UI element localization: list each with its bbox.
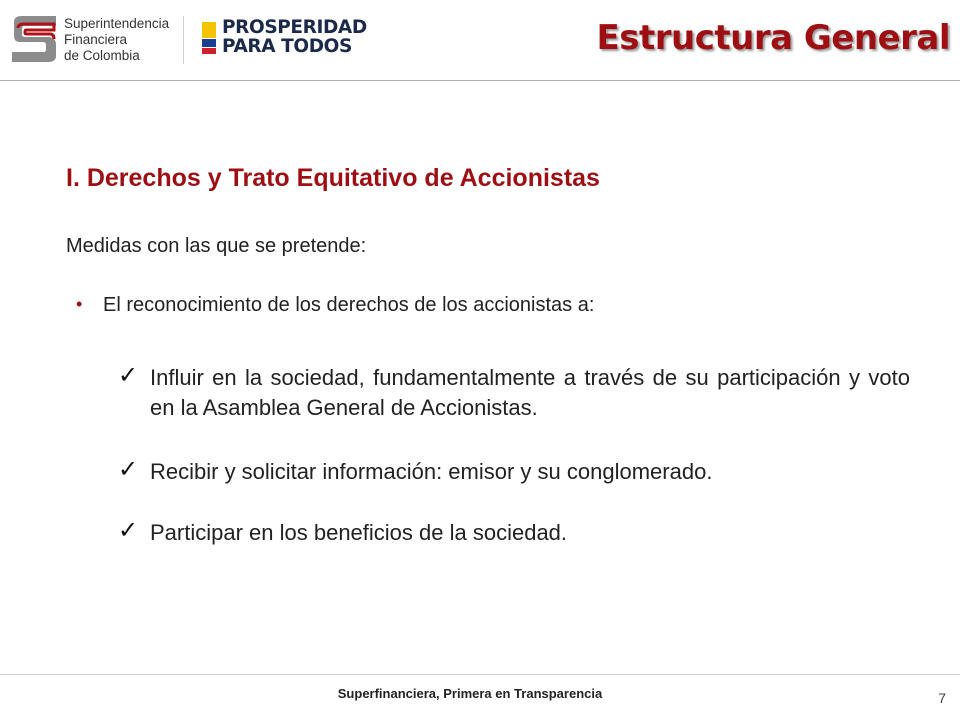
check-list-item (118, 457, 910, 487)
superintendencia-wordmark (64, 16, 169, 64)
check-list-item (118, 518, 910, 548)
check-list-item (118, 363, 910, 423)
footer-tagline: Superfinanciera, Primera en Transparencia (337, 686, 603, 701)
sfc-logo-line: Superintendencia (64, 16, 170, 31)
prosperidad-logo (200, 17, 367, 60)
checkmark-icon: ✓ (118, 517, 139, 544)
superintendencia-logo (8, 12, 178, 66)
slide-header (0, 0, 960, 80)
intro-text: Medidas con las que se pretende: (66, 235, 367, 257)
prosperidad-wordmark (222, 18, 367, 56)
section-heading: I. Derechos y Trato Equitativo de Accionistas (66, 164, 600, 192)
slide-title: Estructura General (596, 18, 950, 58)
bullet-dot-icon: • (76, 294, 83, 314)
footer-divider (0, 674, 960, 675)
check-item-text: Participar en los beneficios de la sociedad. (150, 520, 568, 545)
header-divider (0, 80, 960, 81)
check-item-text: Recibir y solicitar información: emisor y su conglomerado. (150, 459, 713, 484)
sfc-logo-line: Financiera (64, 32, 128, 47)
colombia-flag-icon (200, 20, 218, 56)
page-number: 7 (938, 690, 946, 706)
pp-logo-line: PROSPERIDAD (222, 17, 367, 38)
logo-divider (183, 16, 184, 64)
checkmark-icon: ✓ (118, 456, 139, 483)
bullet-text: El reconocimiento de los derechos de los accionistas a: (103, 294, 595, 316)
pp-logo-line: PARA TODOS (222, 36, 352, 57)
sfc-logo-line: de Colombia (64, 48, 140, 63)
superintendencia-mark-icon (8, 12, 60, 66)
check-item-text: Influir en la sociedad, fundamentalmente a través de su participación y voto en la Asamblea General de Accionistas. (150, 365, 910, 420)
checkmark-icon: ✓ (118, 362, 139, 389)
